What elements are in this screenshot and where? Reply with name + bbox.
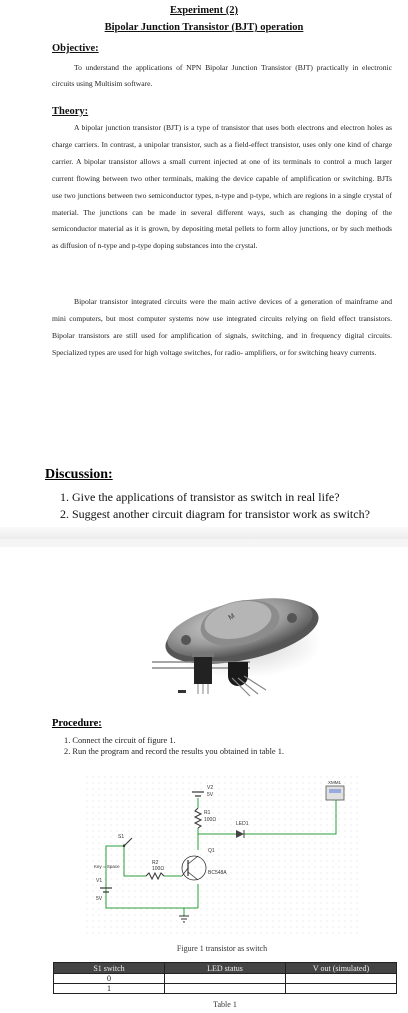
table-row — [54, 984, 397, 994]
col-header-led: LED status — [165, 963, 286, 974]
q1-label: Q1 — [208, 848, 215, 854]
r1-label: R1 — [204, 810, 211, 816]
page-break — [0, 527, 408, 539]
circuit-schematic — [86, 776, 358, 938]
procedure-step: 2. Run the program and record the results you obtained in table 1. — [64, 747, 285, 756]
v2-label: V2 — [207, 785, 214, 791]
q1-part: BC548A — [208, 870, 227, 876]
table-caption: Table 1 — [213, 1000, 237, 1009]
r2-value: 100Ω — [152, 866, 165, 872]
discussion-heading: Discussion: — [45, 467, 113, 482]
led-label: LED1 — [236, 821, 249, 827]
v2-value: 5V — [207, 792, 214, 798]
discussion-item: 2. Suggest another circuit diagram for transistor work as switch? — [60, 507, 370, 521]
v1-label: V1 — [96, 878, 103, 884]
table-cell: 0 — [54, 974, 165, 984]
col-header-s1: S1 switch — [54, 963, 165, 974]
page-break-shadow — [0, 539, 408, 547]
results-table — [53, 962, 397, 994]
col-header-vout: V out (simulated) — [286, 963, 397, 974]
table-cell — [165, 984, 286, 994]
r2-label: R2 — [152, 860, 159, 866]
table-row — [54, 974, 397, 984]
v1-value: 5V — [96, 896, 103, 902]
objective-heading: Objective: — [52, 43, 99, 54]
theory-paragraph-1: A bipolar junction transistor (BJT) is a type of transistor that uses both electrons and electron holes as charge carriers. In contrast, a unipolar transistor, such as a field-effect transistor, uses only one kind of charge carrier. A bipolar transistor allows a small current injected at one of its terminals to control a much larger current flowing between two other terminals, making the device capable of amplification or switching. BJTs use two junctions between two semiconductor types, n-type and p-type, which are regions in a single crystal of material. The junctions can be made in several different ways, such as changing the doping of the semiconductor material as it is grown, by depositing metal pellets to form alloy junctions, or by such methods as diffusion of n-type and p-type doping substances into the crystal. — [52, 123, 392, 251]
table-cell — [286, 974, 397, 984]
s1-label: S1 — [118, 834, 125, 840]
procedure-step: 1. Connect the circuit of figure 1. — [64, 736, 176, 745]
discussion-list — [60, 489, 405, 523]
objective-text: To understand the applications of NPN Bipolar Junction Transistor (BJT) practically in electronic circuits using Multisim software. — [52, 63, 392, 88]
theory-paragraph-2: Bipolar transistor integrated circuits were the main active devices of a generation of mainframe and mini computers, but most computer systems now use integrated circuits relying on field effect transistors. Bipolar transistors are still used for amplification of signals, switching, and in frequency digital circuits. Specialized types are used for high voltage switches, for radio- amplifiers, or for switching heavy currents. — [52, 297, 392, 357]
procedure-heading: Procedure: — [52, 718, 102, 729]
discussion-item: 1. Give the applications of transistor as switch in real life? — [60, 490, 340, 504]
procedure-list — [64, 735, 394, 757]
figure-caption: Figure 1 transistor as switch — [176, 944, 268, 953]
svg-text:M: M — [227, 612, 237, 622]
table-header-row — [54, 963, 397, 974]
meter-label: XMM1 — [328, 780, 342, 785]
table-cell — [286, 984, 397, 994]
experiment-number: Experiment (2) — [170, 5, 238, 16]
page-title: Bipolar Junction Transistor (BJT) operation — [104, 22, 304, 33]
theory-heading: Theory: — [52, 106, 89, 117]
s1-key-label: Key = Space — [94, 864, 120, 869]
r1-value: 100Ω — [204, 817, 217, 823]
table-cell — [165, 974, 286, 984]
transistor-photo — [132, 590, 332, 700]
table-cell: 1 — [54, 984, 165, 994]
